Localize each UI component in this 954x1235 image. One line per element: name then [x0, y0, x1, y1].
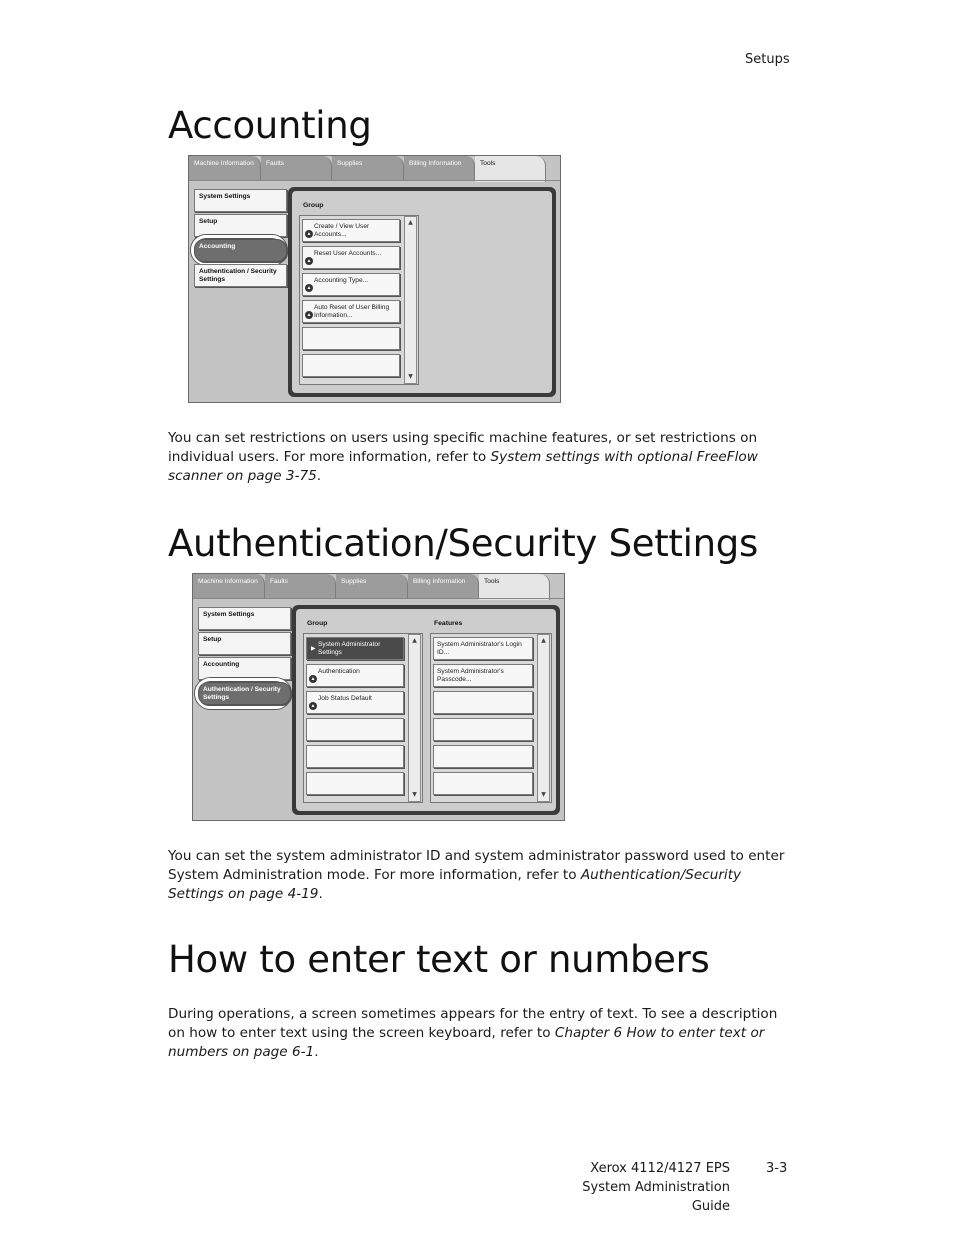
scroll-down-icon[interactable]: ▼	[408, 373, 413, 380]
sidebar-item-accounting[interactable]: Accounting	[194, 239, 287, 262]
group-label: Group	[303, 202, 324, 209]
list-item-empty	[306, 772, 404, 795]
list-item-system-administrator-settings[interactable]: ▶ System Administrator Settings	[306, 637, 404, 660]
tab-machine-information[interactable]: Machine Information	[189, 156, 261, 180]
footer-product	[540, 1159, 730, 1216]
sidebar-item-accounting[interactable]: Accounting	[198, 657, 291, 680]
list-item-accounting-type[interactable]: Accounting Type... ▲	[302, 273, 400, 296]
list-item-authentication[interactable]: Authentication ▲	[306, 664, 404, 687]
menu-icon: ▲	[306, 312, 312, 318]
sidebar-item-system-settings[interactable]: System Settings	[198, 607, 291, 630]
tab-supplies[interactable]: Supplies	[336, 574, 408, 598]
features-list	[430, 633, 552, 803]
tab-supplies[interactable]: Supplies	[332, 156, 404, 180]
scroll-down-icon[interactable]: ▼	[412, 791, 417, 798]
text-entry-paragraph: During operations, a screen sometimes appears for the entry of text. To see a description on how to enter text using the screen keyboard, refer to Chapter 6 How to enter text or numbers on page 6-1.	[168, 1006, 778, 1060]
authentication-screenshot	[192, 573, 565, 821]
sidebar-item-system-settings[interactable]: System Settings	[194, 189, 287, 212]
group-scrollbar[interactable]	[404, 216, 417, 384]
list-item-admin-login-id[interactable]: System Administrator's Login ID...	[433, 637, 533, 660]
menu-icon: ▲	[310, 703, 316, 709]
text-entry-title: How to enter text or numbers	[168, 938, 710, 981]
footer-product-name: Xerox 4112/4127 EPS	[590, 1161, 730, 1176]
list-item-empty	[433, 772, 533, 795]
list-item-empty	[433, 718, 533, 741]
selected-arrow-icon: ▶	[311, 646, 316, 652]
cross-reference-link[interactable]: Chapter 6 How to enter text or numbers on page 6-1	[168, 1024, 765, 1060]
tab-machine-information[interactable]: Machine Information	[193, 574, 265, 598]
tab-billing-information[interactable]: Billing Information	[408, 574, 479, 598]
accounting-screenshot	[188, 155, 561, 403]
list-item-empty	[433, 745, 533, 768]
accounting-paragraph: You can set restrictions on users using specific machine features, or set restrictions on individual users. For more information, refer to System settings with optional FreeFlow scanner on page 3-75.	[168, 430, 758, 484]
scroll-up-icon[interactable]: ▲	[412, 637, 417, 644]
list-item-empty	[306, 718, 404, 741]
list-item-reset-user-accounts[interactable]: Reset User Accounts... ▲	[302, 246, 400, 269]
tab-faults[interactable]: Faults	[261, 156, 332, 180]
menu-icon: ▲	[306, 258, 312, 264]
menu-icon: ▲	[310, 676, 316, 682]
tab-billing-information[interactable]: Billing Information	[404, 156, 475, 180]
tab-tools[interactable]: Tools	[475, 156, 546, 182]
sidebar-item-setup[interactable]: Setup	[198, 632, 291, 655]
list-item-empty	[302, 354, 400, 377]
running-header: Setups	[745, 52, 790, 67]
menu-icon: ▲	[306, 285, 312, 291]
group-list	[303, 633, 423, 803]
features-label: Features	[434, 620, 463, 627]
list-item-auto-reset-billing[interactable]: Auto Reset of User Billing Information... ▲	[302, 300, 400, 323]
list-item-empty	[433, 691, 533, 714]
menu-icon: ▲	[306, 231, 312, 237]
features-scrollbar[interactable]	[537, 634, 550, 802]
list-item-empty	[302, 327, 400, 350]
list-item-empty	[306, 745, 404, 768]
footer-guide-name: System Administration Guide	[582, 1180, 730, 1214]
tab-faults[interactable]: Faults	[265, 574, 336, 598]
group-label: Group	[307, 620, 328, 627]
page-number: 3-3	[766, 1161, 788, 1176]
authentication-title: Authentication/Security Settings	[168, 522, 758, 565]
tab-tools[interactable]: Tools	[479, 574, 550, 600]
group-list	[299, 215, 419, 385]
authentication-paragraph: You can set the system administrator ID and system administrator password used to enter System Administration mode. For more information, refer to Authentication/Security Settings on page 4-19.	[168, 848, 785, 902]
list-item-job-status-default[interactable]: Job Status Default ▲	[306, 691, 404, 714]
list-item-admin-passcode[interactable]: System Administrator's Passcode...	[433, 664, 533, 687]
scroll-down-icon[interactable]: ▼	[541, 791, 546, 798]
sidebar-item-authentication-security[interactable]: Authentication / Security Settings	[198, 682, 291, 705]
scroll-up-icon[interactable]: ▲	[408, 219, 413, 226]
scroll-up-icon[interactable]: ▲	[541, 637, 546, 644]
accounting-title: Accounting	[168, 104, 372, 147]
group-scrollbar[interactable]	[408, 634, 421, 802]
list-item-create-view-user-accounts[interactable]: Create / View User Accounts... ▲	[302, 219, 400, 242]
sidebar-item-authentication-security[interactable]: Authentication / Security Settings	[194, 264, 287, 287]
cross-reference-link[interactable]: System settings with optional FreeFlow scanner on page 3-75	[168, 448, 758, 484]
cross-reference-link[interactable]: Authentication/Security Settings on page 4-19	[168, 866, 742, 902]
sidebar-item-setup[interactable]: Setup	[194, 214, 287, 237]
